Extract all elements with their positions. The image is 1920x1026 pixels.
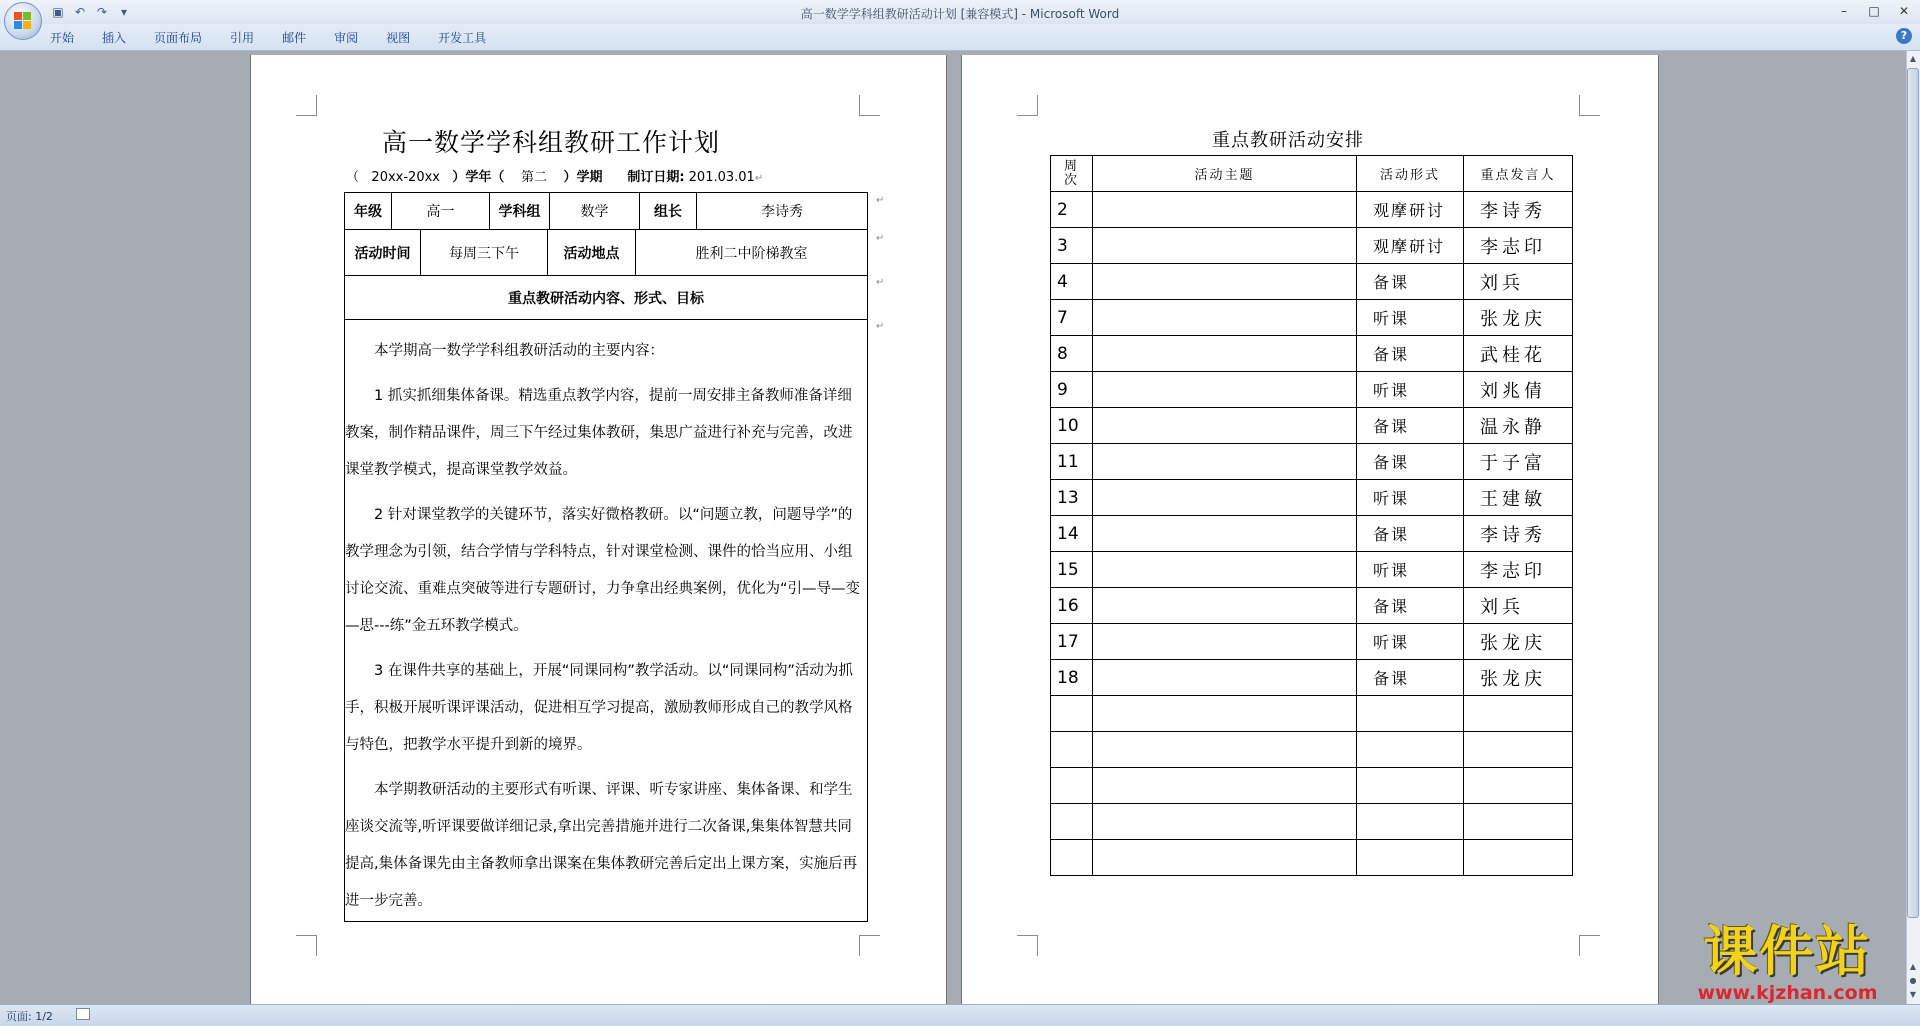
topic-cell [1093,264,1357,300]
topic-cell [1093,192,1357,228]
crop-mark [859,95,880,116]
tab-insert[interactable]: 插入 [102,31,127,45]
watermark-logo [1670,922,1905,1006]
tab-view[interactable]: 视图 [386,31,411,45]
term-label: 学年（ [465,170,505,185]
tab-home[interactable]: 开始 [50,31,75,45]
topic-cell [1093,840,1357,876]
time-label-cell: 活动时间 [345,230,421,275]
speaker-cell [1464,768,1573,804]
page-2[interactable] [962,55,1658,1015]
week-cell [1051,840,1093,876]
document-workspace [0,51,1906,1004]
form-cell [1357,732,1464,768]
grade-value-cell: 高一 [392,193,490,229]
table-row [1051,264,1573,300]
form-cell: 备课 [1357,336,1464,372]
form-cell: 观摩研讨 [1357,192,1464,228]
topic-cell [1093,552,1357,588]
tab-mailings[interactable]: 邮件 [282,31,307,45]
topic-header: 活动主题 [1093,156,1357,192]
dropdown-icon[interactable]: ▾ [120,5,128,19]
watermark-url: www.kjzhan.com [1697,982,1878,1004]
crop-mark [296,95,317,116]
date-label: 制订日期: [627,170,685,185]
window-controls [1834,2,1914,20]
term-meta-line: （ 20xx-20xx ）学年（ 第二 ）学期 制订日期: 201.03.01↵ [346,170,764,185]
form-cell [1357,840,1464,876]
form-cell: 听课 [1357,552,1464,588]
speaker-cell: 李志印 [1464,228,1573,264]
school-years: 20xx-20xx [371,170,440,185]
leader-value-cell: 李诗秀 [761,204,803,220]
grade-label-cell: 年级 [345,193,392,229]
topic-cell [1093,408,1357,444]
topic-cell [1093,660,1357,696]
week-cell: 2 [1051,192,1093,228]
place-label-cell: 活动地点 [548,230,636,275]
table-row [1051,768,1573,804]
macro-record-icon[interactable] [76,1008,90,1020]
form-cell [1357,804,1464,840]
week-cell: 10 [1051,408,1093,444]
topic-cell [1093,228,1357,264]
form-cell: 听课 [1357,300,1464,336]
help-icon[interactable]: ? [1896,28,1912,44]
watermark-title: 课件站 [1703,920,1872,983]
table-row [1051,552,1573,588]
table-row [1051,732,1573,768]
week-header: 周 次 [1051,156,1093,192]
table-row [1051,300,1573,336]
form-cell [1357,696,1464,732]
time-value-cell: 每周三下午 [421,230,548,275]
week-cell: 7 [1051,300,1093,336]
topic-cell [1093,444,1357,480]
speaker-cell: 张龙庆 [1464,300,1573,336]
week-cell: 14 [1051,516,1093,552]
table-row [1051,516,1573,552]
week-cell: 17 [1051,624,1093,660]
week-cell: 18 [1051,660,1093,696]
topic-cell [1093,372,1357,408]
form-cell: 备课 [1357,408,1464,444]
form-cell: 备课 [1357,516,1464,552]
form-cell [1357,768,1464,804]
paragraph-item-3: 3 在课件共享的基础上，开展“同课同构”教学活动。以“同课同构”活动为抓手，积极开展听课评课活动，促进相互学习提高，激励教师形成自己的教学风格与特色，把教学水平提升到新的境界。 [345,663,853,753]
week-cell [1051,696,1093,732]
form-header: 活动形式 [1357,156,1464,192]
form-cell: 备课 [1357,264,1464,300]
week-cell: 4 [1051,264,1093,300]
form-cell: 听课 [1357,372,1464,408]
week-cell: 16 [1051,588,1093,624]
week-cell: 11 [1051,444,1093,480]
paragraph-intro: 本学期高一数学学科组教研活动的主要内容： [374,343,664,359]
table-row [1051,192,1573,228]
speaker-cell: 张龙庆 [1464,660,1573,696]
tab-developer[interactable]: 开发工具 [438,31,487,45]
page-1[interactable] [251,55,946,1015]
office-logo-icon [14,12,32,30]
undo-icon[interactable]: ↶ [74,5,86,19]
table-row [1051,804,1573,840]
plan-content [345,333,867,928]
week-cell [1051,804,1093,840]
paragraph-item-2: 2 针对课堂教学的关键环节，落实好微格教研。以“问题立教，问题导学”的教学理念为引领，结合学情与学科特点，针对课堂检测、课件的恰当应用、小组讨论交流、重难点突破等进行专题研讨，力争拿出经典案例，优化为“引—导—变—思---练”金五环教学模式。 [345,507,861,634]
crop-mark [1017,935,1038,956]
section-header-cell: 重点教研活动内容、形式、目标 [508,290,704,307]
leader-label-cell: 组长 [640,193,697,229]
crop-mark [1017,95,1038,116]
week-cell [1051,768,1093,804]
speaker-cell: 张龙庆 [1464,624,1573,660]
topic-cell [1093,480,1357,516]
topic-cell [1093,336,1357,372]
topic-cell [1093,300,1357,336]
topic-cell [1093,804,1357,840]
table-row [1051,372,1573,408]
speaker-header: 重点发言人 [1464,156,1573,192]
week-cell [1051,732,1093,768]
table-row [1051,480,1573,516]
row-end-mark: ↵ [876,277,885,288]
form-cell: 听课 [1357,624,1464,660]
place-value-cell: 胜利二中阶梯教室 [695,245,808,262]
page-count[interactable]: 页面: 1/2 [6,1010,53,1023]
speaker-cell [1464,732,1573,768]
meta-close-paren: ） [452,170,466,185]
status-bar [0,1004,1920,1026]
speaker-cell: 李诗秀 [1464,516,1573,552]
row-end-mark: ↵ [876,233,885,244]
paragraph-forms: 本学期教研活动的主要形式有听课、评课、听专家讲座、集体备课、和学生座谈交流等,听评课要做详细记录,拿出完善措施并进行二次备课,集集体智慧共同提高,集体备课先由主备教师拿出课案在集体教研完善后定出上课方案，实施后再进一步完善。 [345,782,858,909]
topic-cell [1093,732,1357,768]
close-button[interactable]: ✕ [1898,4,1910,18]
speaker-cell: 刘兵 [1464,588,1573,624]
speaker-cell: 武桂花 [1464,336,1573,372]
table-row [1051,660,1573,696]
form-cell: 观摩研讨 [1357,228,1464,264]
topic-cell [1093,588,1357,624]
window-title: 高一数学学科组教研活动计划 [兼容模式] - Microsoft Word [800,7,1120,21]
scroll-up-icon[interactable]: ▲ [1909,54,1917,63]
tab-page-layout[interactable]: 页面布局 [154,31,203,45]
scrollbar-thumb[interactable] [1907,68,1919,918]
redo-icon[interactable]: ↷ [96,5,108,19]
form-cell: 备课 [1357,660,1464,696]
table-row [1051,588,1573,624]
crop-mark [1579,935,1600,956]
table-row [1051,228,1573,264]
form-cell: 备课 [1357,444,1464,480]
subject-value-cell: 数学 [550,193,640,229]
tab-references[interactable]: 引用 [230,31,255,45]
term-suffix: ）学期 [563,170,603,185]
office-button[interactable] [4,2,42,40]
minimize-button[interactable]: – [1841,4,1847,18]
table-row [1051,624,1573,660]
week-cell: 8 [1051,336,1093,372]
week-cell: 15 [1051,552,1093,588]
save-icon[interactable]: ▣ [52,5,64,19]
speaker-cell: 于子富 [1464,444,1573,480]
paragraph-item-1: 1 抓实抓细集体备课。精选重点教学内容，提前一周安排主备教师准备详细教案，制作精品课件，周三下午经过集体教研，集思广益进行补充与完善，改进课堂教学模式，提高课堂教学效益。 [345,388,853,478]
week-cell: 9 [1051,372,1093,408]
form-cell: 备课 [1357,588,1464,624]
week-cell: 13 [1051,480,1093,516]
speaker-cell: 李诗秀 [1464,192,1573,228]
tab-review[interactable]: 审阅 [334,31,359,45]
schedule-header-row [1051,156,1573,192]
plan-info-table [344,192,868,922]
speaker-cell [1464,696,1573,732]
speaker-cell: 刘兆倩 [1464,372,1573,408]
crop-mark [296,935,317,956]
topic-cell [1093,696,1357,732]
next-page-icon[interactable]: ▼ [1909,990,1917,999]
maximize-button[interactable]: □ [1868,4,1880,18]
table-row [1051,696,1573,732]
speaker-cell: 李志印 [1464,552,1573,588]
title-bar [0,0,1920,25]
crop-mark [1579,95,1600,116]
table-row [1051,444,1573,480]
row-end-mark: ↵ [876,195,885,206]
table-row [1051,408,1573,444]
browse-object-icon[interactable]: ● [1909,976,1917,985]
speaker-cell: 刘兵 [1464,264,1573,300]
week-cell: 3 [1051,228,1093,264]
crop-mark [859,935,880,956]
speaker-cell: 王建敏 [1464,480,1573,516]
schedule-title: 重点教研活动安排 [1212,130,1364,151]
table-row [1051,840,1573,876]
table-row [345,193,867,230]
previous-page-icon[interactable]: ▲ [1909,962,1917,971]
speaker-cell [1464,840,1573,876]
ribbon-tab-bar [0,24,1920,51]
topic-cell [1093,624,1357,660]
form-cell: 听课 [1357,480,1464,516]
row-end-mark: ↵ [876,321,885,332]
subject-label-cell: 学科组 [490,193,550,229]
speaker-cell: 温永静 [1464,408,1573,444]
meta-open-paren: （ [346,170,360,185]
table-row [1051,336,1573,372]
table-row [345,276,867,320]
term-value: 第二 [520,170,547,185]
speaker-cell [1464,804,1573,840]
schedule-table [1050,155,1573,876]
topic-cell [1093,516,1357,552]
topic-cell [1093,768,1357,804]
date-value: 201.03.01 [688,170,755,185]
table-row [345,230,867,276]
document-title: 高一数学学科组教研工作计划 [381,128,720,157]
